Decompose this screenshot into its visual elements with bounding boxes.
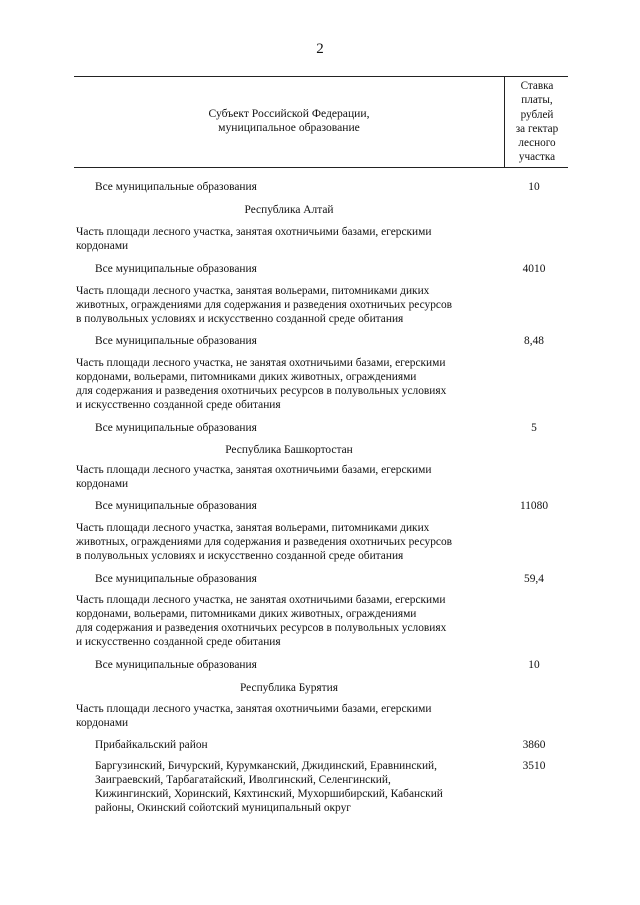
row-rate: 3510 — [522, 760, 546, 772]
description-text: Часть площади лесного участка, занятая охотничьими базами, егерскими кордонами — [76, 703, 432, 729]
region-name: Республика Бурятия — [240, 682, 338, 694]
row-label: Все муниципальные образования — [95, 500, 257, 512]
page-number: 2 — [316, 41, 324, 57]
description-text: Часть площади лесного участка, занятая вольерами, питомниками диких животных, ограждениями для содержания и разведения охотничьих ресурсов в полувольных условиях и искусственно созданной среде обитания — [76, 522, 453, 562]
description-text: Часть площади лесного участка, не занятая охотничьими базами, егерскими кордонами, вольерами, питомниками диких животных, ограждениями для содержания и разведения охотничьих ресурсов в полувольных условиях и искусственно созданной среде обитания — [76, 357, 447, 411]
row-label: Все муниципальные образования — [95, 263, 257, 275]
row-rate: 4010 — [522, 263, 546, 275]
description-text: Часть площади лесного участка, занятая охотничьими базами, егерскими кордонами — [76, 226, 432, 252]
row-rate: 11080 — [519, 500, 549, 512]
description-text: Часть площади лесного участка, не занятая охотничьими базами, егерскими кордонами, вольерами, питомниками диких животных, ограждениями для содержания и разведения охотничьих ресурсов в полувольных условиях и искусственно созданной среде обитания — [76, 594, 447, 648]
row-label: Все муниципальные образования — [95, 422, 257, 434]
description-text: Часть площади лесного участка, занятая охотничьими базами, егерскими кордонами — [76, 464, 432, 490]
table-header — [74, 76, 568, 168]
row-rate: 10 — [528, 181, 540, 193]
header-rate: Ставка платы, рублей за гектар лесного участка — [515, 80, 559, 164]
region-name: Республика Алтай — [244, 204, 334, 216]
row-rate: 10 — [528, 659, 540, 671]
row-rate: 8,48 — [524, 335, 544, 347]
header-column-divider — [504, 77, 505, 167]
region-name: Республика Башкортостан — [225, 444, 353, 456]
header-subject: Субъект Российской Федерации, муниципальное образование — [208, 107, 370, 134]
row-label: Все муниципальные образования — [95, 573, 257, 585]
row-label: Все муниципальные образования — [95, 335, 257, 347]
row-label: Все муниципальные образования — [95, 181, 257, 193]
row-rate: 59,4 — [524, 573, 544, 585]
row-rate: 3860 — [522, 739, 546, 751]
district-list: Баргузинский, Бичурский, Курумканский, Джидинский, Еравнинский, Заиграевский, Тарбагатайский, Иволгинский, Селенгинский, Кижингинский, Хоринский, Кяхтинский, Мухоршибирский, Кабанский районы, Окинский сойотский муниципальный округ — [95, 760, 443, 814]
row-rate: 5 — [531, 422, 537, 434]
row-label: Все муниципальные образования — [95, 659, 257, 671]
description-text: Часть площади лесного участка, занятая вольерами, питомниками диких животных, ограждениями для содержания и разведения охотничьих ресурсов в полувольных условиях и искусственно созданной среде обитания — [76, 285, 453, 325]
row-label: Прибайкальский район — [95, 739, 208, 751]
